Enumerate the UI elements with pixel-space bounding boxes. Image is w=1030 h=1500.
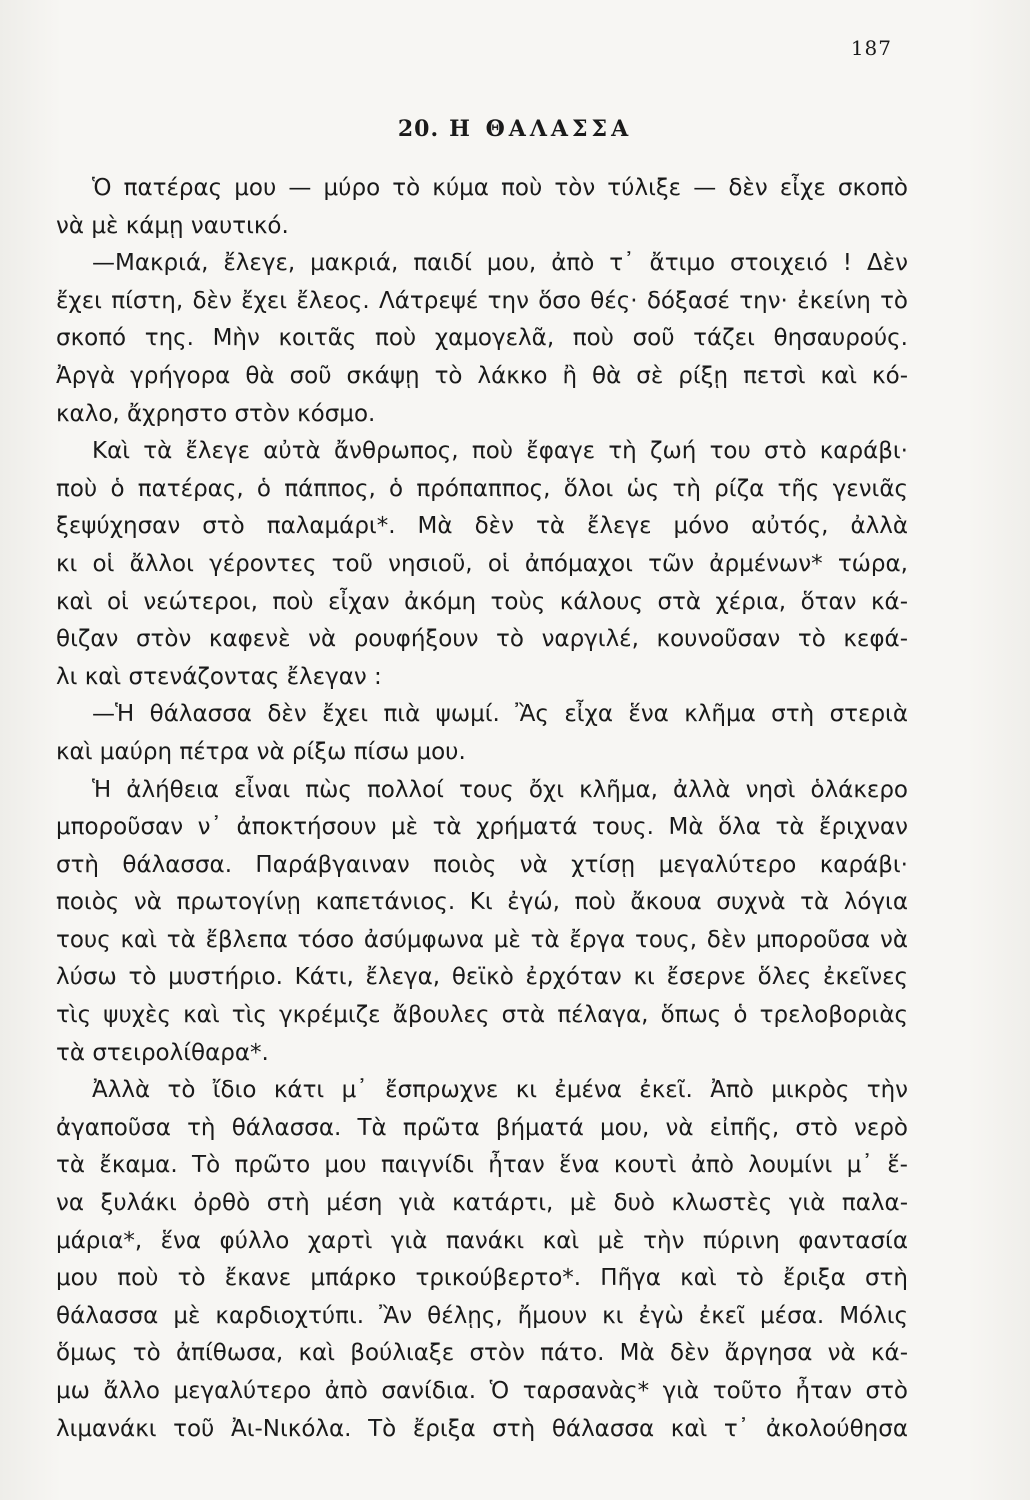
page-number: 187 [850,36,892,60]
text-line: τους καὶ τὰ ἔβλεπα τόσο ἀσύμφωνα μὲ τὰ ἔργα τους, δὲν μποροῦσα νὰ [56,926,908,953]
text-line: μου ποὺ τὸ ἔκανε μπάρκο τρικούβερτο*. Πῆγα καὶ τὸ ἔριξα στὴ [56,1265,908,1292]
text-line: ἀγαποῦσα τὴ θάλασσα. Τὰ πρῶτα βήματά μου, νὰ εἰπῆς, στὸ νερὸ [56,1114,908,1141]
text-line: μω ἄλλο μεγαλύτερο ἀπὸ σανίδια. Ὁ ταρσανὰς* γιὰ τοῦτο ἦταν στὸ [56,1378,908,1404]
text-line: θάλασσα μὲ καρδιοχτύπι. Ἂν θέλῃς, ἤμουν κι ἐγὼ ἐκεῖ μέσα. Μόλις [56,1302,908,1329]
text-line: Ὁ πατέρας μου — μύρο τὸ κύμα ποὺ τὸν τύλιξε — δὲν εἶχε σκοπὸ [92,175,908,201]
chapter-title-text: Η ΘΑΛΑΣΣΑ [449,116,633,142]
text-line: καὶ οἱ νεώτεροι, ποὺ εἶχαν ἀκόμη τοὺς κάλους στὰ χέρια, ὅταν κά- [56,588,908,615]
text-line: τὰ ἔκαμα. Τὸ πρῶτο μου παιγνίδι ἦταν ἕνα κουτὶ ἀπὸ λουμίνι μ᾿ ἕ- [56,1152,908,1179]
text-line: ὅμως τὸ ἀπίθωσα, καὶ βούλιαξε στὸν πάτο. Μὰ δὲν ἄργησα νὰ κά- [56,1340,908,1367]
text-line: —Ἡ θάλασσα δὲν ἔχει πιὰ ψωμί. Ἂς εἶχα ἕνα κλῆμα στὴ στεριὰ [92,701,908,728]
text-line: καλο, ἄχρηστο στὸν κόσμο. [56,400,376,427]
text-line: μποροῦσαν ν᾿ ἀποκτήσουν μὲ τὰ χρήματά τους. Μὰ ὅλα τὰ ἔριχναν [56,814,908,841]
text-line: μάρια*, ἕνα φύλλο χαρτὶ γιὰ πανάκι καὶ μὲ τὴν πύρινη φαντασία [56,1227,908,1254]
text-line: ξεψύχησαν στὸ παλαμάρι*. Μὰ δὲν τὰ ἔλεγε μόνο αὐτός, ἀλλὰ [56,513,908,540]
text-line: να ξυλάκι ὀρθὸ στὴ μέση γιὰ κατάρτι, μὲ δυὸ κλωστὲς γιὰ παλα- [56,1190,908,1217]
text-line: σκοπό της. Μὴν κοιτᾶς ποὺ χαμογελᾶ, ποὺ σοῦ τάζει θησαυρούς. [56,325,908,352]
text-line: λι καὶ στενάζοντας ἔλεγαν : [56,663,382,690]
text-line: ἔχει πίστη, δὲν ἔχει ἔλεος. Λάτρεψέ την ὅσο θές· δόξασέ την· ἐκείνη τὸ [56,287,908,314]
text-line: Ἀργὰ γρήγορα θὰ σοῦ σκάψῃ τὸ λάκκο ἢ θὰ σὲ ρίξῃ πετσὶ καὶ κό- [56,362,908,389]
text-line: ποὺ ὁ πατέρας, ὁ πάππος, ὁ πρόπαππος, ὅλοι ὡς τὴ ρίζα τῆς γενιᾶς [56,475,908,502]
chapter-title [0,116,1030,142]
text-line: Ἀλλὰ τὸ ἴδιο κάτι μ᾿ ἔσπρωχνε κι ἐμένα ἐκεῖ. Ἀπὸ μικρὸς τὴν [92,1077,908,1104]
text-line: λύσω τὸ μυστήριο. Κάτι, ἔλεγα, θεϊκὸ ἐρχόταν κι ἔσερνε ὅλες ἐκεῖνες [56,964,908,991]
text-line: τὰ στειρολίθαρα*. [56,1039,269,1066]
text-line: θιζαν στὸν καφενὲ νὰ ρουφήξουν τὸ ναργιλέ, κουνοῦσαν τὸ κεφά- [56,626,908,653]
text-line: κι οἱ ἄλλοι γέροντες τοῦ νησιοῦ, οἱ ἀπόμαχοι τῶν ἀρμένων* τώρα, [56,550,908,577]
text-line: στὴ θάλασσα. Παράβγαιναν ποιὸς νὰ χτίσῃ μεγαλύτερο καράβι· [56,851,908,878]
text-line: νὰ μὲ κάμῃ ναυτικό. [56,212,289,239]
text-line: τὶς ψυχὲς καὶ τὶς γκρέμιζε ἄβουλες στὰ πέλαγα, ὅπως ὁ τρελοβοριὰς [56,1002,908,1029]
text-line: καὶ μαύρη πέτρα νὰ ρίξω πίσω μου. [56,738,466,765]
body-text [56,170,908,1448]
chapter-number: 20. [397,116,440,142]
text-line: Ἡ ἀλήθεια εἶναι πὼς πολλοί τους ὄχι κλῆμα, ἀλλὰ νησὶ ὁλάκερο [92,776,908,803]
text-line: λιμανάκι τοῦ Ἀι-Νικόλα. Τὸ ἔριξα στὴ θάλασσα καὶ τ᾿ ἀκολούθησα [56,1415,908,1442]
text-line: Καὶ τὰ ἔλεγε αὐτὰ ἄνθρωπος, ποὺ ἔφαγε τὴ ζωή του στὸ καράβι· [92,438,908,465]
text-line: ποιὸς νὰ πρωτογίνῃ καπετάνιος. Κι ἐγώ, ποὺ ἄκουα συχνὰ τὰ λόγια [56,889,908,916]
text-line: —Μακριά, ἔλεγε, μακριά, παιδί μου, ἀπὸ τ᾿ ἄτιμο στοιχειό ! Δὲν [92,250,908,277]
